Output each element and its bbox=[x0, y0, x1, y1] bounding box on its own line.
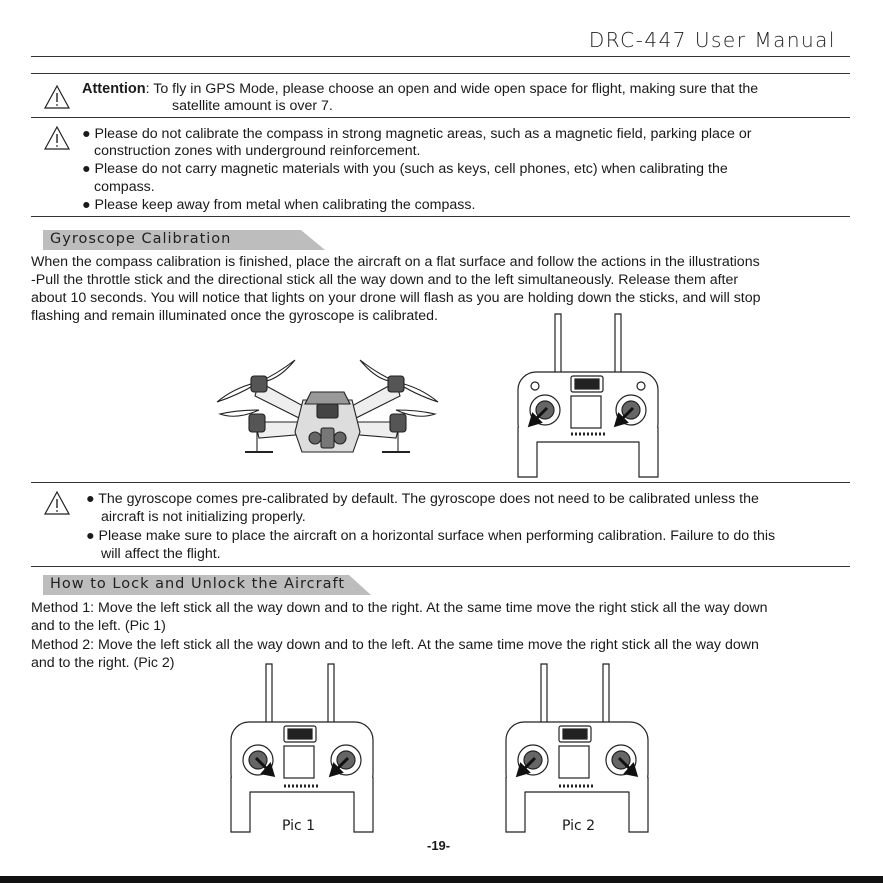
lock-body-line-2: and to the left. (Pic 1) bbox=[31, 618, 166, 634]
compass-warning-1-cont: construction zones with underground reinforcement. bbox=[94, 143, 421, 159]
attention-top-rule bbox=[31, 73, 850, 74]
lock-body-line-4: and to the right. (Pic 2) bbox=[31, 655, 175, 671]
caption-pic2: Pic 2 bbox=[562, 818, 596, 834]
controller-illustration-pic1 bbox=[228, 662, 378, 834]
compass-warning-3: ● Please keep away from metal when calibrating the compass. bbox=[82, 197, 476, 213]
page-bottom-border bbox=[0, 876, 883, 883]
warning-triangle-icon bbox=[44, 491, 70, 515]
gyro-body-line-2: -Pull the throttle stick and the directional stick all the way down and to the left simultaneously. Release them after bbox=[31, 272, 739, 288]
attention-label: Attention bbox=[82, 81, 146, 97]
attention-bottom-rule bbox=[31, 117, 850, 118]
caption-pic1: Pic 1 bbox=[282, 818, 316, 834]
compass-bottom-rule bbox=[31, 216, 850, 217]
attention-line-2: satellite amount is over 7. bbox=[172, 98, 333, 114]
section-title-text: How to Lock and Unlock the Aircraft bbox=[50, 576, 346, 592]
warning-triangle-icon bbox=[44, 85, 70, 109]
gyro-warning-1: ● The gyroscope comes pre-calibrated by default. The gyroscope does not need to be calibrated unless the bbox=[86, 491, 759, 507]
attention-line-1 bbox=[82, 80, 758, 98]
gyro-warning-bottom-rule bbox=[31, 566, 850, 567]
controller-illustration-pic2 bbox=[503, 662, 653, 834]
gyro-warning-top-rule bbox=[31, 482, 850, 483]
lock-body-line-3: Method 2: Move the left stick all the way down and to the left. At the same time move the right stick all the way down bbox=[31, 637, 759, 653]
gyro-warning-2: ● Please make sure to place the aircraft on a horizontal surface when performing calibration. Failure to do this bbox=[86, 528, 776, 544]
page-header-title: DRC-447 User Manual bbox=[588, 28, 836, 52]
gyro-warning-2-cont: will affect the flight. bbox=[101, 546, 221, 562]
gyro-body-line-3: about 10 seconds. You will notice that lights on your drone will flash as you are holding down the sticks, and will stop bbox=[31, 290, 761, 306]
section-title-text: Gyroscope Calibration bbox=[50, 231, 232, 247]
controller-illustration-gyro bbox=[513, 312, 663, 480]
page-number: -19- bbox=[427, 838, 451, 853]
compass-warning-2: ● Please do not carry magnetic materials with you (such as keys, cell phones, etc) when calibrating the bbox=[82, 161, 728, 177]
lock-body-line-1: Method 1: Move the left stick all the way down and to the right. At the same time move the right stick all the way down bbox=[31, 600, 768, 616]
warning-triangle-icon bbox=[44, 126, 70, 150]
attention-text: : To fly in GPS Mode, please choose an open and wide open space for flight, making sure that the bbox=[145, 81, 759, 97]
gyro-body-line-1: When the compass calibration is finished, place the aircraft on a flat surface and follow the actions in the illustrations bbox=[31, 254, 760, 270]
drone-illustration bbox=[215, 352, 440, 462]
compass-warning-1: ● Please do not calibrate the compass in strong magnetic areas, such as a magnetic field, parking place or bbox=[82, 126, 752, 142]
gyro-body-line-4: flashing and remain illuminated once the gyroscope is calibrated. bbox=[31, 308, 438, 324]
header-rule bbox=[31, 56, 850, 57]
compass-warning-2-cont: compass. bbox=[94, 179, 155, 195]
gyro-warning-1-cont: aircraft is not initializing properly. bbox=[101, 509, 306, 525]
